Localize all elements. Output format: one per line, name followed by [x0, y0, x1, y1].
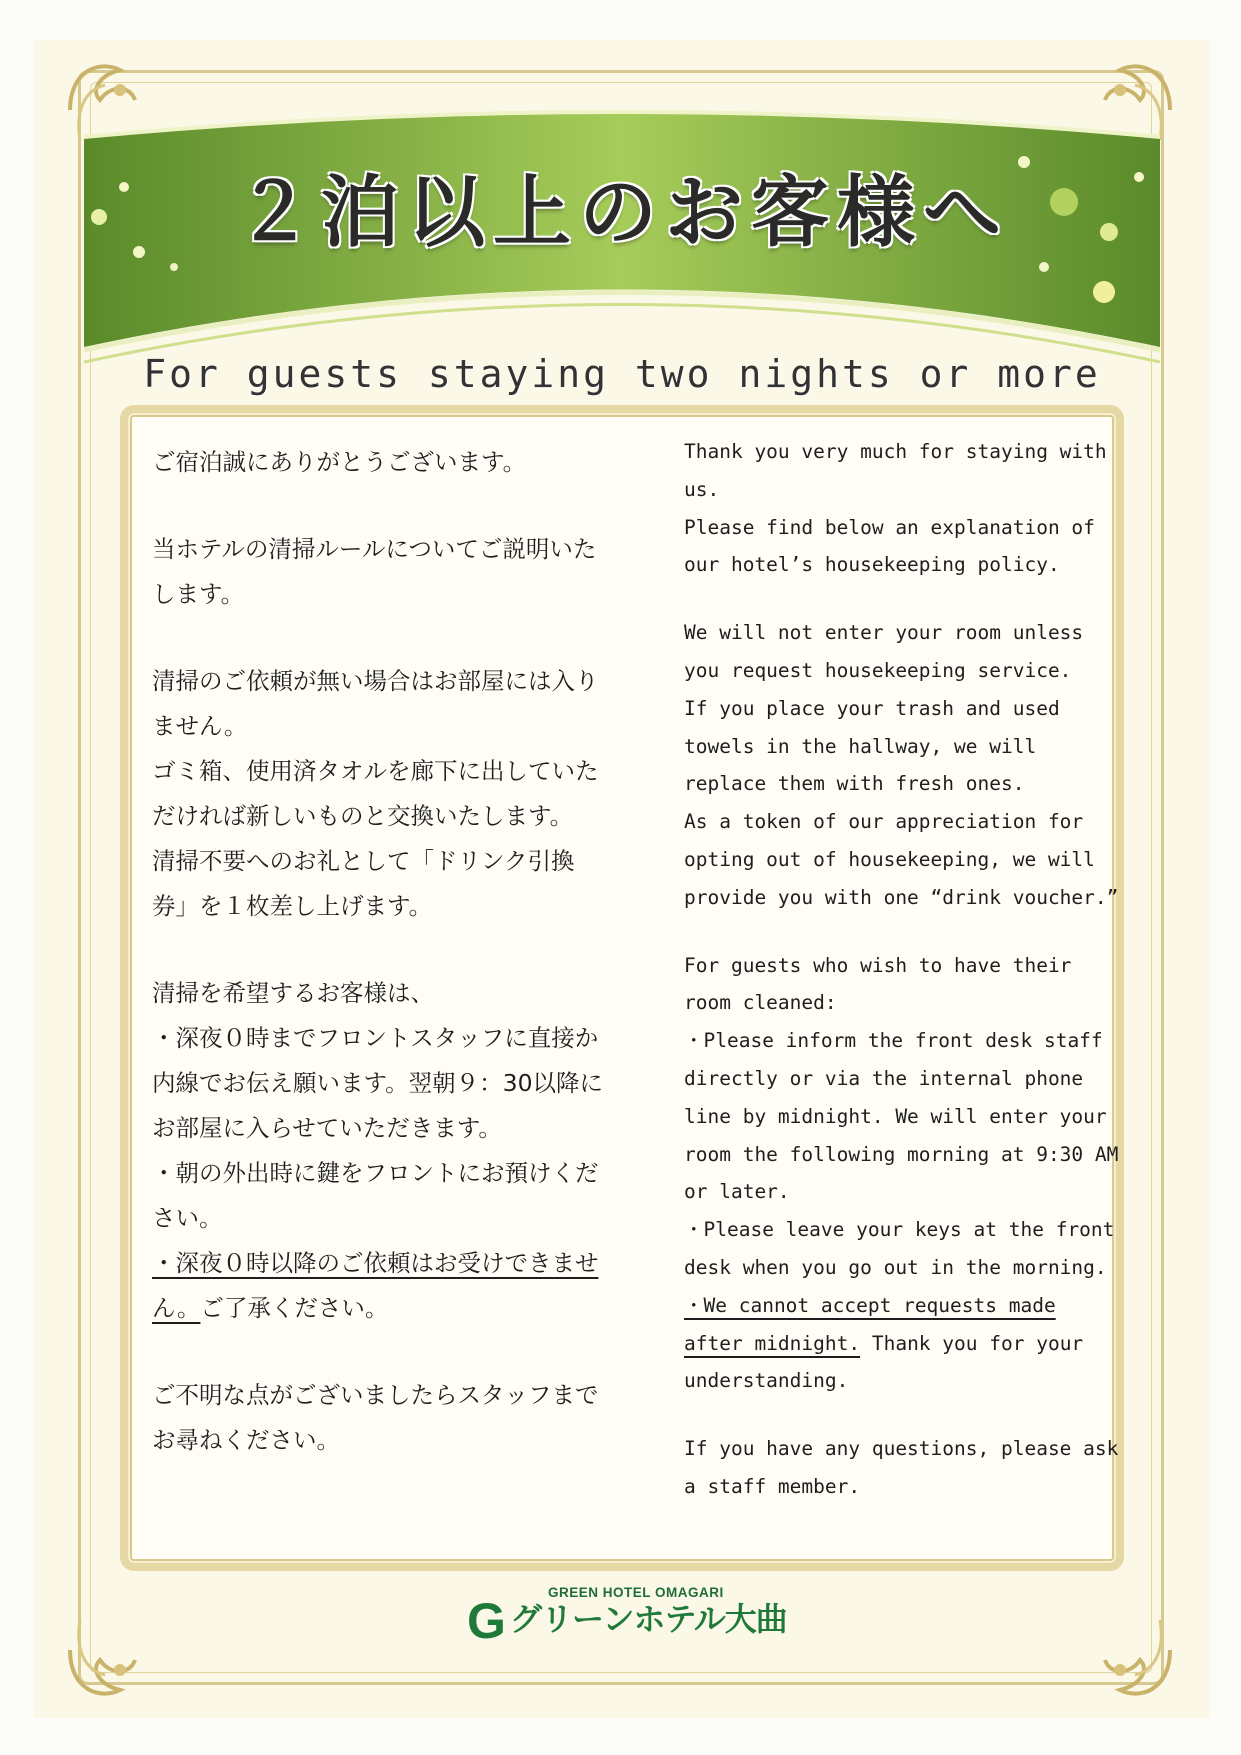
line-text: replace them with fresh ones.	[684, 772, 1025, 796]
paragraph-gap	[152, 617, 672, 659]
text-line	[684, 509, 1114, 547]
line-text: provide you with one “drink voucher.”	[684, 885, 1119, 909]
line-text: For guests who wish to have their	[684, 953, 1072, 977]
line-text: Thank you very much for staying with	[684, 440, 1107, 463]
text-line	[152, 1016, 672, 1061]
line-text: room cleaned:	[684, 991, 837, 1015]
line-text: さい。	[152, 1204, 223, 1232]
line-text: します。	[152, 580, 245, 608]
text-line	[152, 1373, 672, 1418]
text-line	[684, 1136, 1119, 1174]
text-line	[684, 803, 1114, 841]
line-text: お部屋に入らせていただきます。	[152, 1114, 502, 1142]
english-text-column	[684, 433, 1119, 1506]
underlined-text: ・We cannot accept requests made	[684, 1293, 1056, 1317]
line-text: ご不明な点がございましたらスタッフまで	[152, 1381, 599, 1409]
logo-subtitle: GREEN HOTEL OMAGARI	[548, 1585, 724, 1600]
text-line	[684, 1325, 1114, 1363]
line-text: our hotel’s housekeeping policy.	[684, 553, 1060, 577]
line-text: towels in the hallway, we will	[684, 734, 1037, 758]
text-line	[684, 728, 1114, 766]
line-text: 清掃のご依頼が無い場合はお部屋には入り	[152, 667, 599, 695]
ornament-bottom-right-icon	[1060, 1590, 1180, 1710]
text-line	[684, 614, 1114, 652]
logo-name: グリーンホテル大曲	[510, 1600, 787, 1638]
text-line	[684, 1173, 1114, 1211]
paragraph-gap	[152, 1331, 672, 1373]
ornament-bottom-left-icon	[60, 1590, 180, 1710]
line-text: As a token of our appreciation for	[684, 810, 1084, 834]
line-text: We will not enter your room unless	[684, 621, 1084, 645]
line-text: a staff member.	[684, 1474, 861, 1498]
text-line	[152, 440, 672, 485]
logo-mark: G	[467, 1593, 506, 1649]
text-line	[684, 947, 1114, 985]
line-text: ・Please inform the front desk staff	[684, 1029, 1103, 1053]
line-text: お尋ねください。	[152, 1426, 340, 1454]
paragraph-gap	[684, 1400, 1114, 1430]
line-text: understanding.	[684, 1369, 849, 1393]
text-line	[152, 659, 672, 704]
text-line	[684, 433, 1114, 471]
text-line	[152, 572, 672, 617]
text-line	[684, 765, 1114, 803]
line-text: Thank you for your	[860, 1331, 1084, 1355]
text-line	[152, 971, 672, 1016]
underlined-text: ・深夜０時以降のご依頼はお受けできませ	[152, 1249, 599, 1277]
line-text: desk when you go out in the morning.	[684, 1255, 1107, 1279]
line-text: directly or via the internal phone	[684, 1066, 1084, 1090]
text-line	[684, 471, 1114, 509]
text-line	[152, 1196, 672, 1241]
line-text: 当ホテルの清掃ルールについてご説明いた	[152, 535, 597, 563]
line-text: Please find below an explanation of	[684, 515, 1095, 539]
text-line	[684, 1430, 1119, 1468]
text-line	[684, 1362, 1114, 1400]
text-line	[152, 1106, 672, 1151]
line-text: 清掃を希望するお客様は、	[152, 979, 434, 1007]
line-text: ゴミ箱、使用済タオルを廊下に出していた	[152, 757, 599, 785]
paragraph-gap	[152, 485, 672, 527]
text-line	[152, 1418, 672, 1463]
text-line	[684, 1098, 1114, 1136]
line-text: ・深夜０時までフロントスタッフに直接か	[152, 1024, 599, 1052]
line-text: ご宿泊誠にありがとうございます。	[152, 448, 527, 476]
underlined-text: ん。	[152, 1294, 201, 1322]
text-line	[152, 527, 672, 572]
line-text: ご了承ください。	[200, 1294, 389, 1322]
text-line	[684, 1211, 1114, 1249]
line-text: 内線でお伝え願います。翌朝９：30以降に	[152, 1069, 604, 1097]
page-subtitle: For guests staying two nights or more	[143, 352, 1101, 396]
line-text: 清掃不要へのお礼として「ドリンク引換	[152, 847, 575, 875]
line-text: room the following morning at 9:30 AM	[684, 1142, 1119, 1166]
text-line	[684, 1060, 1114, 1098]
text-line	[152, 884, 672, 929]
text-line	[152, 1286, 672, 1331]
text-line	[152, 749, 672, 794]
text-line	[684, 879, 1119, 917]
text-line	[152, 839, 672, 884]
paragraph-gap	[152, 929, 672, 971]
line-text: or later.	[684, 1180, 790, 1204]
line-text: you request housekeeping service.	[684, 658, 1072, 682]
text-line	[684, 1249, 1114, 1287]
text-line	[684, 690, 1114, 728]
line-text: us.	[684, 477, 720, 501]
japanese-text-column	[152, 440, 672, 1463]
text-line	[684, 1022, 1114, 1060]
paragraph-gap	[684, 584, 1114, 614]
line-text: ません。	[152, 712, 248, 740]
text-line	[152, 1241, 672, 1286]
line-text: line by midnight. We will enter your	[684, 1104, 1107, 1128]
text-line	[684, 546, 1114, 584]
underlined-text: after midnight.	[684, 1331, 861, 1355]
line-text: ・朝の外出時に鍵をフロントにお預けくだ	[152, 1159, 599, 1187]
page-title: ２泊以上のお客様へ	[234, 168, 1009, 258]
line-text: 券」を１枚差し上げます。	[152, 892, 433, 920]
text-line	[152, 1151, 672, 1196]
line-text: opting out of housekeeping, we will	[684, 847, 1095, 871]
line-text: ・Please leave your keys at the front	[684, 1218, 1115, 1242]
text-line	[684, 984, 1114, 1022]
paragraph-gap	[684, 917, 1114, 947]
line-text: If you have any questions, please ask	[684, 1437, 1119, 1461]
text-line	[152, 704, 672, 749]
text-line	[152, 1061, 672, 1106]
text-line	[684, 652, 1114, 690]
text-line	[684, 1468, 1114, 1506]
line-text: だければ新しいものと交換いたします。	[152, 802, 574, 830]
text-line	[684, 841, 1114, 879]
line-text: If you place your trash and used	[684, 696, 1060, 720]
text-line	[152, 794, 672, 839]
text-line	[684, 1287, 1114, 1325]
